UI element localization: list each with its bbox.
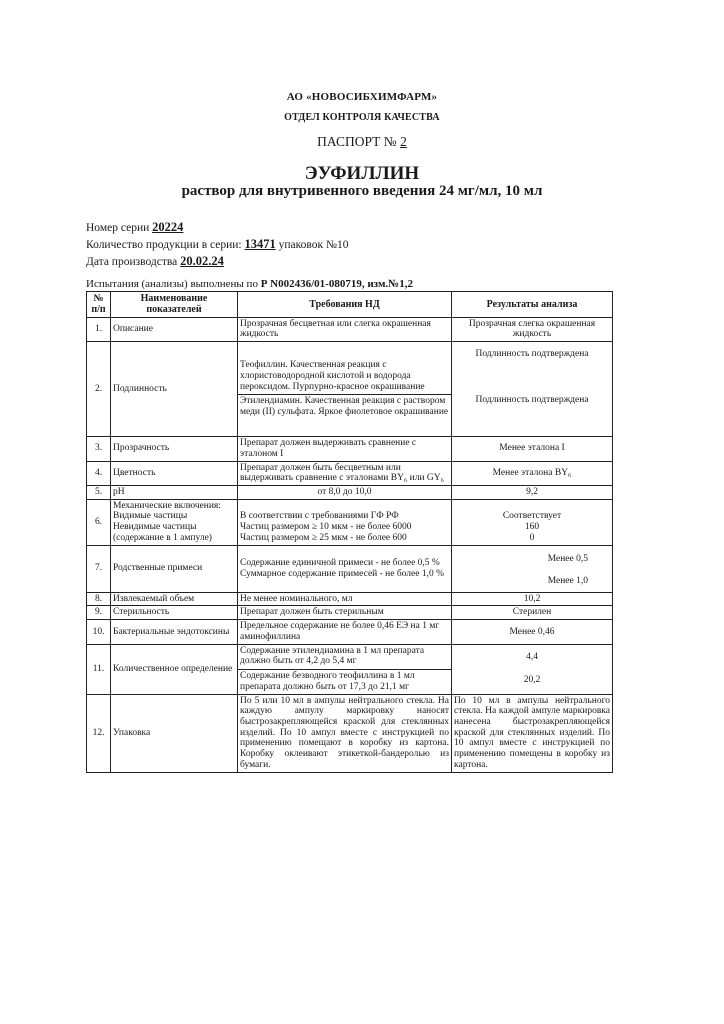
row-indicator: Родственные примеси — [111, 545, 238, 592]
row-number: 3. — [87, 437, 111, 461]
requirement-25um: Частиц размером ≥ 25 мкм - не более 600 — [240, 532, 407, 543]
organization-name: АО «НОВОСИБХИМФАРМ» — [286, 91, 438, 103]
row-requirement: Предельное содержание не более 0,46 ЕЭ на 1 мг аминофиллина — [238, 620, 452, 644]
row-requirement — [238, 545, 452, 592]
row-requirement: Прозрачная бесцветная или слегка окрашенная жидкость — [238, 317, 452, 341]
visible-particles-label: Видимые частицы — [113, 511, 188, 522]
result-theophylline: Подлинность подтверждена — [475, 349, 589, 360]
row-requirement: По 5 или 10 мл в ампулы нейтрального стекла. На каждую ампулу маркировку наносят быстрозакрепляющейся краской для стеклянных изделий. По 10 ампул вместе с инструкцией по применению помещают в коробку из картона. Коробку оклеивают этикеткой-бандеролью из бумаги. — [238, 694, 452, 772]
result-total-impurities: Менее 1,0 — [547, 575, 588, 586]
header-results: Результаты анализа — [452, 292, 613, 318]
row-result: 9,2 — [452, 486, 613, 500]
row-requirement: Не менее номинального, мл — [238, 592, 452, 606]
row-number: 4. — [87, 461, 111, 485]
result-visible: Соответствует — [502, 511, 562, 522]
date-line — [86, 254, 224, 269]
row-result — [452, 499, 613, 545]
row-number: 9. — [87, 606, 111, 620]
row-requirement — [238, 342, 452, 437]
table-row — [87, 317, 613, 341]
result-theophylline-content: 20,2 — [523, 675, 541, 686]
requirement-total-impurities: Суммарное содержание примесей - не более 1,0 % — [240, 568, 444, 579]
drug-form: раствор для внутривенного введения 24 мг/мл, 10 мл — [181, 183, 543, 199]
table-row — [87, 499, 613, 545]
row-indicator — [111, 499, 238, 545]
row-indicator: Подлинность — [111, 342, 238, 437]
row-requirement: Препарат должен выдерживать сравнение с эталоном I — [238, 437, 452, 461]
header-number: № п/п — [87, 292, 111, 318]
drug-name: ЭУФИЛЛИН — [304, 163, 420, 184]
passport-title — [0, 134, 724, 150]
row-result: Стерилен — [452, 606, 613, 620]
table-row — [87, 545, 613, 592]
row-number: 6. — [87, 499, 111, 545]
requirement-theophylline: Теофиллин. Качественная реакция с хлористоводородной кислотой и водорода пероксидом. Пурпурно-красное окрашивание — [240, 360, 425, 392]
row-number: 10. — [87, 620, 111, 644]
row-result: Менее эталона I — [452, 437, 613, 461]
table-row — [87, 694, 613, 772]
result-single-impurity: Менее 0,5 — [547, 553, 588, 564]
requirement-theophylline-content: Содержание безводного теофиллина в 1 мл препарата должно быть от 17,3 до 21,1 мг — [238, 669, 451, 692]
result-10um: 160 — [524, 522, 540, 533]
row-indicator: Извлекаемый объем — [111, 592, 238, 606]
row-requirement: от 8,0 до 10,0 — [238, 486, 452, 500]
row-result: 10,2 — [452, 592, 613, 606]
row-number: 7. — [87, 545, 111, 592]
row-indicator: Прозрачность — [111, 437, 238, 461]
table-row — [87, 342, 613, 437]
tests-document: Р N002436/01-080719, изм.№1,2 — [260, 278, 413, 290]
row-number: 12. — [87, 694, 111, 772]
result-ethylenediamine: Подлинность подтверждена — [475, 395, 589, 406]
row-number: 2. — [87, 342, 111, 437]
header-requirements: Требования НД — [238, 292, 452, 318]
row-requirement: Препарат должен быть стерильным — [238, 606, 452, 620]
quantity-value: 13471 — [244, 237, 276, 251]
department-name: ОТДЕЛ КОНТРОЛЯ КАЧЕСТВА — [284, 112, 440, 123]
invisible-particles-label: Невидимые частицы — [113, 522, 197, 533]
row-number: 11. — [87, 644, 111, 694]
tests-line — [86, 278, 413, 290]
row-indicator: Описание — [111, 317, 238, 341]
row-result: По 10 мл в ампулы нейтрального стекла. На каждой ампуле маркировка нанесена быстрозакрепляющейся краской для стеклянных изделий. По 10 ампул вместе с инструкцией по применению помещены в коробку из картона. — [452, 694, 613, 772]
row-indicator: Упаковка — [111, 694, 238, 772]
mechanical-inclusions-label: Механические включения: — [113, 500, 221, 511]
passport-number: 2 — [400, 134, 407, 149]
row-result — [452, 644, 613, 694]
row-requirement: Препарат должен быть бесцветным или выдерживать сравнение с эталонами BY₆ или GY₆ — [238, 461, 452, 485]
quantity-suffix: упаковок №10 — [278, 239, 349, 251]
result-25um: 0 — [529, 532, 535, 543]
table-row — [87, 461, 613, 485]
date-value: 20.02.24 — [180, 254, 224, 268]
row-number: 5. — [87, 486, 111, 500]
row-number: 1. — [87, 317, 111, 341]
requirement-ethylenediamine: Этилендиамин. Качественная реакция с раствором меди (II) сульфата. Яркое фиолетовое окрашивание — [238, 394, 451, 417]
row-indicator: Стерильность — [111, 606, 238, 620]
series-line — [86, 220, 183, 235]
row-result: Прозрачная слегка окрашенная жидкость — [452, 317, 613, 341]
passport-label: ПАСПОРТ № — [317, 134, 397, 149]
row-requirement — [238, 499, 452, 545]
row-requirement — [238, 644, 452, 694]
table-row — [87, 437, 613, 461]
result-ethylenediamine-content: 4,4 — [526, 652, 538, 663]
table-header-row — [87, 292, 613, 318]
date-label: Дата производства — [86, 256, 178, 268]
tests-label: Испытания (анализы) выполнены по — [86, 278, 258, 290]
quantity-label: Количество продукции в серии: — [86, 239, 242, 251]
row-result: Менее 0,46 — [452, 620, 613, 644]
table-row — [87, 486, 613, 500]
row-result — [452, 342, 613, 437]
requirement-ethylenediamine-content: Содержание этилендиамина в 1 мл препарата должно быть от 4,2 до 5,4 мг — [240, 645, 425, 667]
row-indicator: Цветность — [111, 461, 238, 485]
series-label: Номер серии — [86, 222, 150, 234]
table-row — [87, 620, 613, 644]
requirement-10um: Частиц размером ≥ 10 мкм - не более 6000 — [240, 522, 412, 533]
quantity-line — [86, 237, 348, 252]
row-number: 8. — [87, 592, 111, 606]
requirement-visible: В соответствии с требованиями ГФ РФ — [240, 511, 399, 522]
row-indicator: Количественное определение — [111, 644, 238, 694]
requirement-single-impurity: Содержание единичной примеси - не более 0,5 % — [240, 557, 440, 568]
table-row — [87, 592, 613, 606]
row-result — [452, 545, 613, 592]
per-ampoule-label: (содержание в 1 ампуле) — [113, 532, 212, 543]
header-indicator: Наименование показателей — [111, 292, 238, 318]
row-indicator: pH — [111, 486, 238, 500]
row-result: Менее эталона BY₆ — [452, 461, 613, 485]
row-indicator: Бактериальные эндотоксины — [111, 620, 238, 644]
analysis-table — [86, 291, 613, 773]
table-row — [87, 644, 613, 694]
series-value: 20224 — [152, 220, 184, 234]
table-row — [87, 606, 613, 620]
